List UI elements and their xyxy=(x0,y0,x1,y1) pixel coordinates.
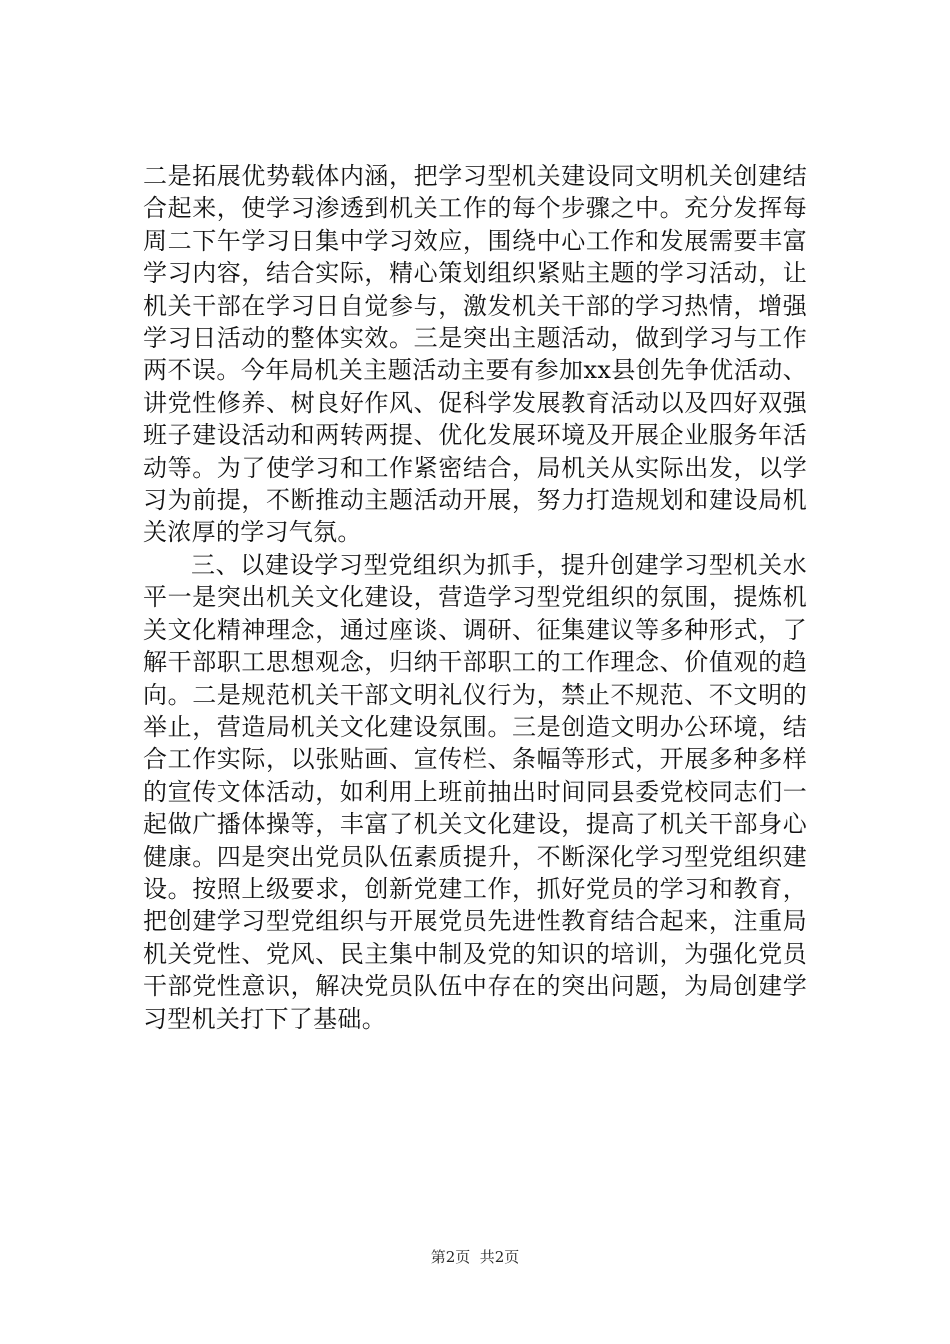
paragraph-1: 二是拓展优势载体内涵，把学习型机关建设同文明机关创建结合起来，使学习渗透到机关工作的每个步骤之中。充分发挥每周二下午学习日集中学习效应，围绕中心工作和发展需要丰富学习内容，结合实际，精心策划组织紧贴主题的学习活动，让机关干部在学习日自觉参与，激发机关干部的学习热情，增强学习日活动的整体实效。三是突出主题活动，做到学习与工作两不误。今年局机关主题活动主要有参加xx县创先争优活动、讲党性修养、树良好作风、促科学发展教育活动以及四好双强班子建设活动和两转两提、优化发展环境及开展企业服务年活动等。为了使学习和工作紧密结合，局机关从实际出发，以学习为前提，不断推动主题活动开展，努力打造规划和建设局机关浓厚的学习气氛。 xyxy=(143,162,807,547)
document-body xyxy=(143,160,807,1035)
paragraph-2: 三、以建设学习型党组织为抓手，提升创建学习型机关水平一是突出机关文化建设，营造学习型党组织的氛围，提炼机关文化精神理念，通过座谈、调研、征集建议等多种形式，了解干部职工思想观念，归纳干部职工的工作理念、价值观的趋向。二是规范机关干部文明礼仪行为，禁止不规范、不文明的举止，营造局机关文化建设氛围。三是创造文明办公环境，结合工作实际，以张贴画、宣传栏、条幅等形式，开展多种多样的宣传文体活动，如利用上班前抽出时间同县委党校同志们一起做广播体操等，丰富了机关文化建设，提高了机关干部身心健康。四是突出党员队伍素质提升，不断深化学习型党组织建设。按照上级要求，创新党建工作，抓好党员的学习和教育，把创建学习型党组织与开展党员先进性教育结合起来，注重局机关党性、党风、民主集中制及党的知识的培训，为强化党员干部党性意识，解决党员队伍中存在的突出问题，为局创建学习型机关打下了基础。 xyxy=(143,550,807,1033)
page-number-footer: 第2页 共2页 xyxy=(430,1248,520,1266)
